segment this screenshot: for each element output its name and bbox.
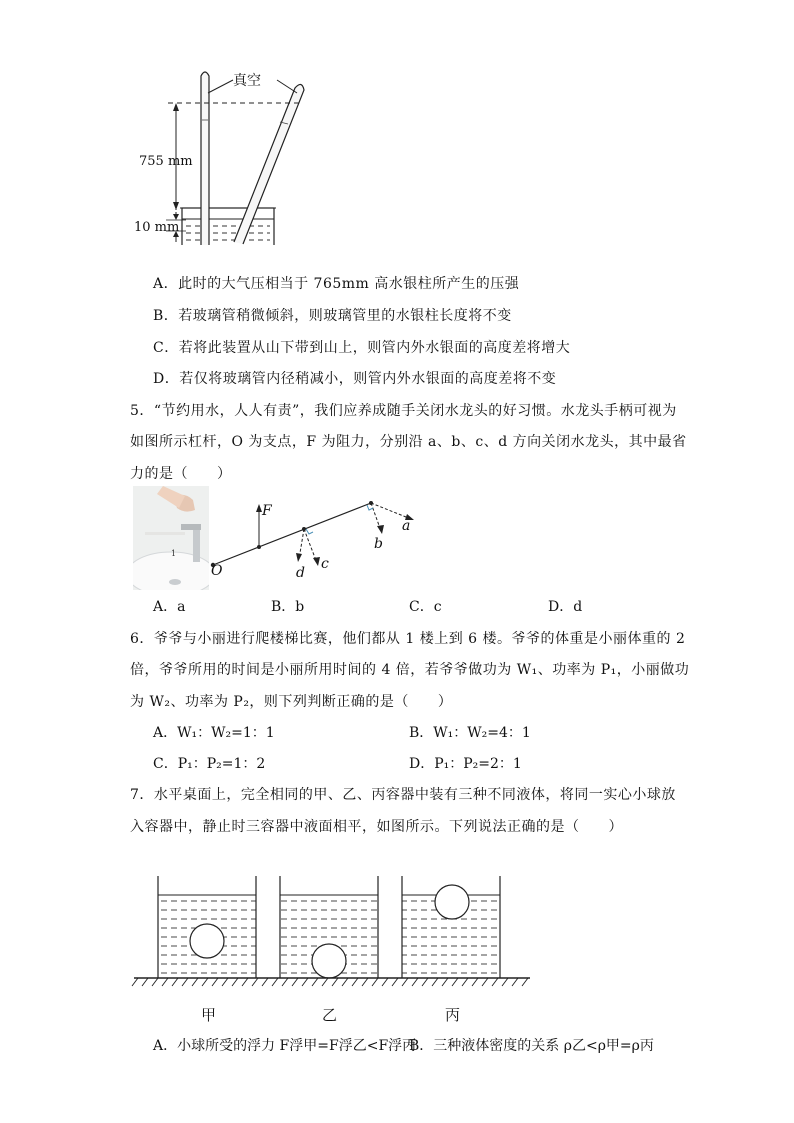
container-bing <box>402 876 500 978</box>
q4-option-c: C．若将此装置从山下带到山上，则管内外水银面的高度差将增大 <box>153 340 571 356</box>
container-label-bing: 丙 <box>445 1006 461 1024</box>
label-a: a <box>402 518 411 534</box>
q6-stem-line3: 为 W₂、功率为 P₂，则下列判断正确的是（ ） <box>130 694 453 710</box>
inclined-tube <box>234 84 304 244</box>
vertical-tube <box>201 72 209 245</box>
q4-option-b: B．若玻璃管稍微倾斜，则玻璃管里的水银柱长度将不变 <box>153 308 512 324</box>
q6-option-d: D．P₁：P₂=2：1 <box>409 756 522 772</box>
q7-option-a: A．小球所受的浮力 F浮甲=F浮乙<F浮丙 <box>153 1038 417 1054</box>
containers-figure <box>130 870 540 995</box>
svg-text:1: 1 <box>171 549 177 558</box>
q5-option-d: D．d <box>548 599 583 615</box>
direction-a-arrow <box>371 503 411 519</box>
lever-figure <box>205 495 425 585</box>
ball-bing <box>435 885 469 919</box>
q4-option-d: D．若仅将玻璃管内径稍减小，则管内外水银面的高度差将不变 <box>153 371 557 387</box>
q7-option-b: B．三种液体密度的关系 ρ乙<ρ甲=ρ丙 <box>409 1038 654 1054</box>
q6-option-a: A．W₁：W₂=1：1 <box>153 725 275 741</box>
torricelli-figure <box>130 60 330 245</box>
ball-jia <box>190 924 224 958</box>
label-c: c <box>321 556 329 572</box>
q5-option-c: C．c <box>409 599 442 615</box>
ball-yi <box>312 944 346 978</box>
q4-option-a: A．此时的大气压相当于 765mm 高水银柱所产生的压强 <box>153 276 520 292</box>
q6-option-b: B．W₁：W₂=4：1 <box>409 725 531 741</box>
label-d: d <box>296 565 305 581</box>
faucet-photo <box>133 486 209 590</box>
container-label-yi: 乙 <box>322 1006 338 1024</box>
container-yi <box>280 876 378 978</box>
q5-option-b: B．b <box>271 599 305 615</box>
label-f: F <box>262 503 272 519</box>
q5-stem-line1: 5．“节约用水，人人有责”，我们应养成随手关闭水龙头的好习惯。水龙头手柄可视为 <box>130 403 677 419</box>
height-label: 755 mm <box>139 154 193 169</box>
q6-stem-line2: 倍，爷爷所用的时间是小丽所用时间的 4 倍，若爷爷做功为 W₁、功率为 P₁，小丽做功 <box>130 662 690 678</box>
mercury-basin <box>182 208 274 245</box>
label-o: O <box>211 563 223 579</box>
vacuum-label: 真空 <box>233 73 261 89</box>
label-b: b <box>374 536 383 552</box>
q5-option-a: A．a <box>153 599 186 615</box>
q7-stem-line1: 7．水平桌面上，完全相同的甲、乙、丙容器中装有三种不同液体，将同一实心小球放 <box>130 787 676 803</box>
q5-stem-line2: 如图所示杠杆，O 为支点，F 为阻力，分别沿 a、b、c、d 方向关闭水龙头，其中最省 <box>130 434 687 450</box>
q6-stem-line1: 6．爷爷与小丽进行爬楼梯比赛，他们都从 1 楼上到 6 楼。爷爷的体重是小丽体重的 2 <box>130 631 686 647</box>
container-jia <box>158 876 256 978</box>
q7-stem-line2: 入容器中，静止时三容器中液面相平，如图所示。下列说法正确的是（ ） <box>130 819 623 835</box>
lever-bar <box>213 503 371 565</box>
container-label-jia: 甲 <box>201 1006 217 1024</box>
mercury-in-basin <box>186 226 270 245</box>
q5-stem-line3: 力的是（ ） <box>130 466 232 482</box>
depth-label: 10 mm <box>134 220 180 235</box>
q6-option-c: C．P₁：P₂=1：2 <box>153 756 266 772</box>
